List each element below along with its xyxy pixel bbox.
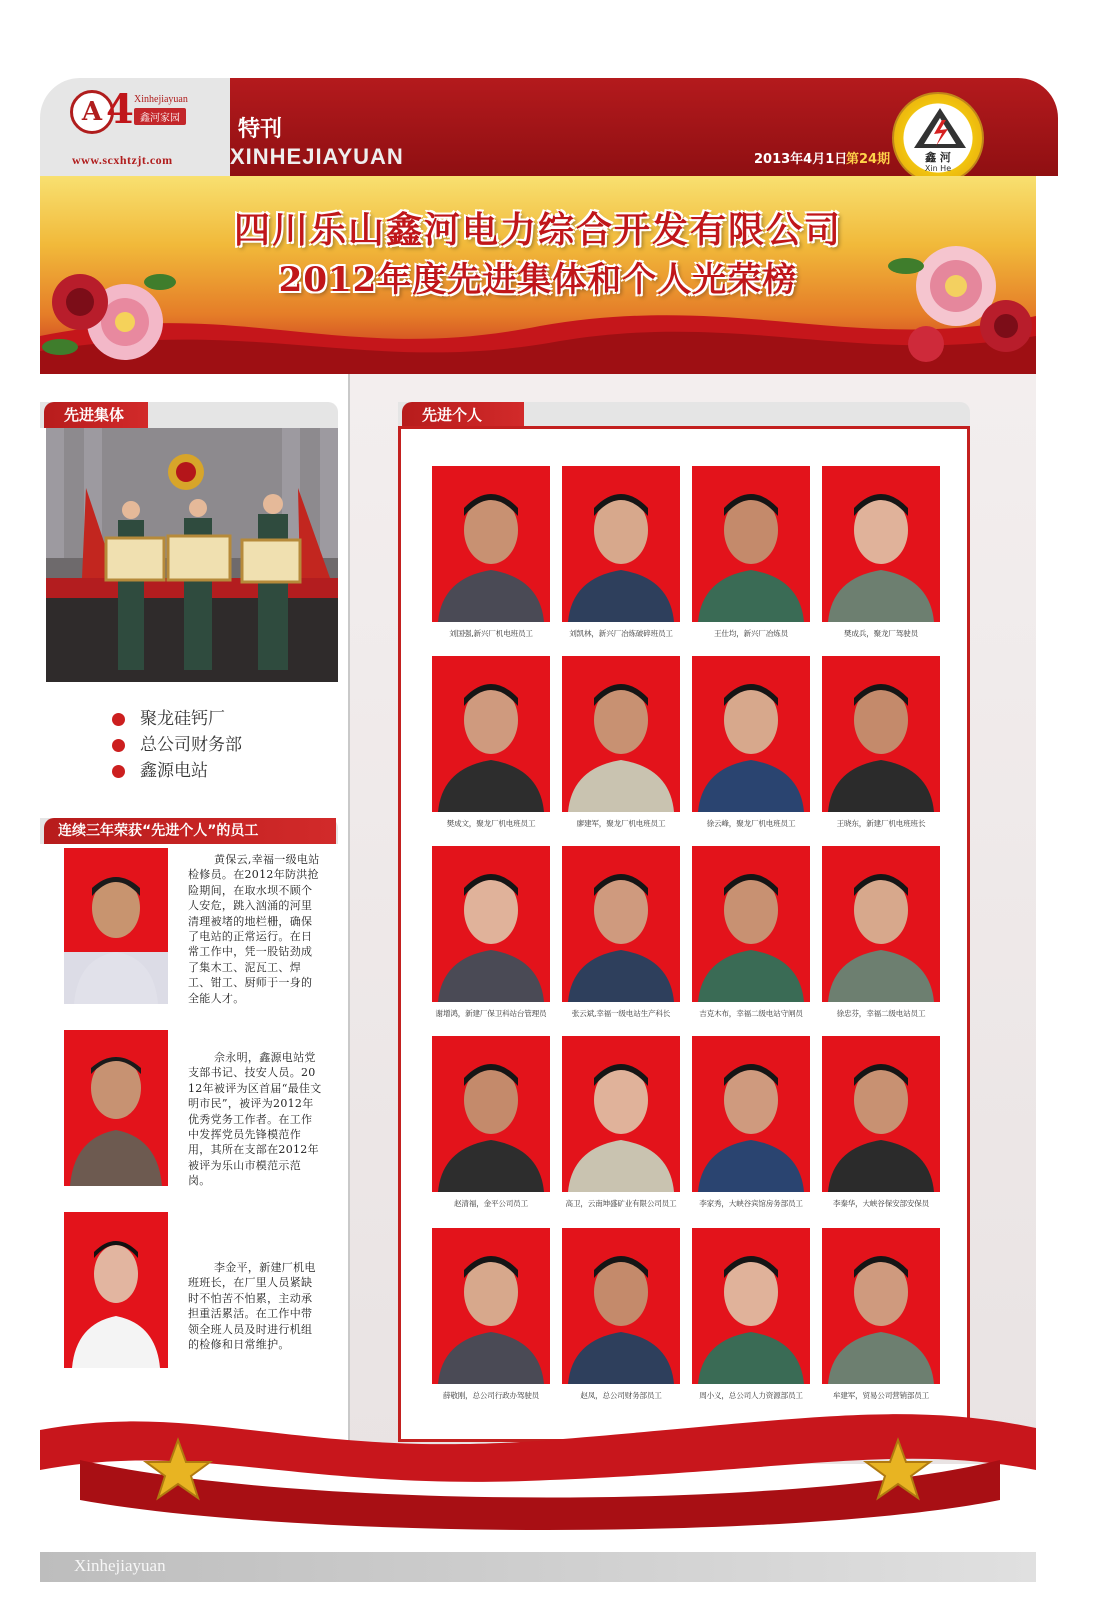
individual-portrait [822,846,940,1002]
group-award-photo [46,428,338,682]
individual-caption: 徐云峰，聚龙厂机电班员工 [706,819,796,828]
logo-number: 4 [106,86,134,133]
individual-portrait [692,1228,810,1384]
logo-circle: A [70,90,114,134]
individual-caption: 高卫，云南坤盛矿业有限公司员工 [565,1199,677,1208]
emblem-cn: 鑫 河 [925,151,951,164]
individual-portrait [562,466,680,622]
collective-unit: 聚龙硅钙厂 [112,706,242,732]
individual-caption: 樊成文，聚龙厂机电班员工 [446,819,536,828]
individual-card [562,466,680,639]
honor-banner [40,176,1036,374]
masthead-logo-area [40,78,232,176]
individual-portrait [822,466,940,622]
individual-caption: 吉克木布，幸福二级电站守闸员 [699,1009,803,1018]
footer-bar [40,1552,1036,1582]
emblem-en: Xin He [924,164,952,173]
individual-card [822,656,940,829]
individual-card [562,1036,680,1209]
individual-card [432,1228,550,1401]
individual-card [562,846,680,1019]
logo-pinyin: Xinhejiayuan [134,94,188,105]
individual-card [692,466,810,639]
individual-card [822,846,940,1019]
collective-unit-list [112,706,242,784]
veterans-heading: 连续三年荣获“先进个人”的员工 [44,818,336,844]
veteran-portrait [64,848,168,1004]
individual-caption: 廖建军，聚龙厂机电班员工 [576,819,666,828]
individual-portrait [692,656,810,812]
individual-portrait [822,656,940,812]
individual-caption: 王仕均，新兴厂冶炼员 [714,629,788,638]
lightning-triangle-icon [912,106,968,150]
veteran-bio: 佘永明，鑫源电站党支部书记、技安人员。2012年被评为区首届“最佳文明市民”，被评为2012年优秀党务工作者。在工作中发挥党员先锋模范作用，其所在支部在2012年被评为乐山市模范示范岗。 [188,1051,322,1188]
collective-unit: 总公司财务部 [112,732,242,758]
veteran-bio: 黄保云,幸福一级电站检修员。在2012年防洪抢险期间，在取水坝不顾个人安危，跳入汹涌的河里清理被堵的地栏栅，确保了电站的正常运行。在日常工作中，凭一股钻劲成了集木工、泥瓦工、焊工、钳工、厨师于一身的全能人才。 [188,853,320,1005]
section-title: 特刊 [238,117,283,142]
individual-caption: 李秦华，大峡谷保安部安保员 [832,1199,930,1208]
individual-caption: 樊成兵，聚龙厂驾驶员 [844,629,918,638]
individual-card [692,656,810,829]
a4-logo [70,86,230,138]
individual-portrait [562,1036,680,1192]
veteran-portrait [64,1030,168,1186]
individual-caption: 谢增鸿，新建厂保卫科站台管理员 [435,1009,547,1018]
individual-caption: 赵清福，金平公司员工 [454,1199,528,1208]
individual-card [692,1228,810,1401]
banner-title-line1: 四川乐山鑫河电力综合开发有限公司 [233,209,842,251]
individual-caption: 王晓东，新建厂机电班班长 [836,819,926,828]
individual-caption: 刘凯林，新兴厂冶炼破碎班员工 [569,629,673,638]
individual-card [432,846,550,1019]
issue-date: 2013年4月1日 [754,152,848,167]
pinyin-title: XINHEJIAYUAN [230,144,404,169]
individual-caption: 赵凤，总公司财务部员工 [580,1391,662,1400]
individual-card [822,1228,940,1401]
footer-text: Xinhejiayuan [74,1556,166,1575]
individual-caption: 张云斌,幸福一级电站生产科长 [571,1009,671,1018]
collective-unit: 鑫源电站 [112,758,242,784]
individual-card [822,1036,940,1209]
individual-portrait [432,1228,550,1384]
website-url[interactable]: www.scxhtzjt.com [72,153,173,167]
individual-portrait [822,1036,940,1192]
individual-portrait [562,656,680,812]
individual-card [432,656,550,829]
logo-cn-name: 鑫河家园 [134,108,186,125]
individual-portrait [692,846,810,1002]
individual-portrait [562,846,680,1002]
individual-portrait [432,466,550,622]
individual-portrait [692,466,810,622]
individuals-heading: 先进个人 [402,402,524,428]
collective-heading: 先进集体 [44,402,148,428]
individual-card [822,466,940,639]
individual-caption: 徐忠芬，幸福二级电站员工 [836,1009,926,1018]
individual-caption: 李家秀，大峡谷宾馆房务部员工 [699,1199,803,1208]
masthead [40,78,1058,176]
issue-number: 第24期 [846,152,891,167]
individual-card [692,846,810,1019]
individual-portrait [432,656,550,812]
banner-title-line2: 2012年度先进集体和个人光荣榜 [278,260,798,300]
individual-caption: 薛敬刚，总公司行政办驾驶员 [442,1391,540,1400]
footer-ribbon-decoration [0,1400,1100,1540]
individual-card [432,1036,550,1209]
veteran-portrait [64,1212,168,1368]
individual-card [432,466,550,639]
individual-portrait [562,1228,680,1384]
individual-caption: 刘国强,新兴厂机电班员工 [449,629,533,638]
individual-portrait [432,846,550,1002]
individual-portrait [822,1228,940,1384]
individual-portrait [692,1036,810,1192]
individual-caption: 周小义，总公司人力资源部员工 [699,1391,803,1400]
individual-card [692,1036,810,1209]
veteran-bio: 李金平，新建厂机电班班长，在厂里人员紧缺时不怕苦不怕累，主动承担重活累活。在工作中带领全班人员及时进行机组的检修和日常维护。 [188,1261,316,1352]
individual-caption: 牟建军，贸易公司营销部员工 [832,1391,930,1400]
individual-card [562,656,680,829]
company-emblem [892,92,984,184]
individual-portrait [432,1036,550,1192]
individual-card [562,1228,680,1401]
